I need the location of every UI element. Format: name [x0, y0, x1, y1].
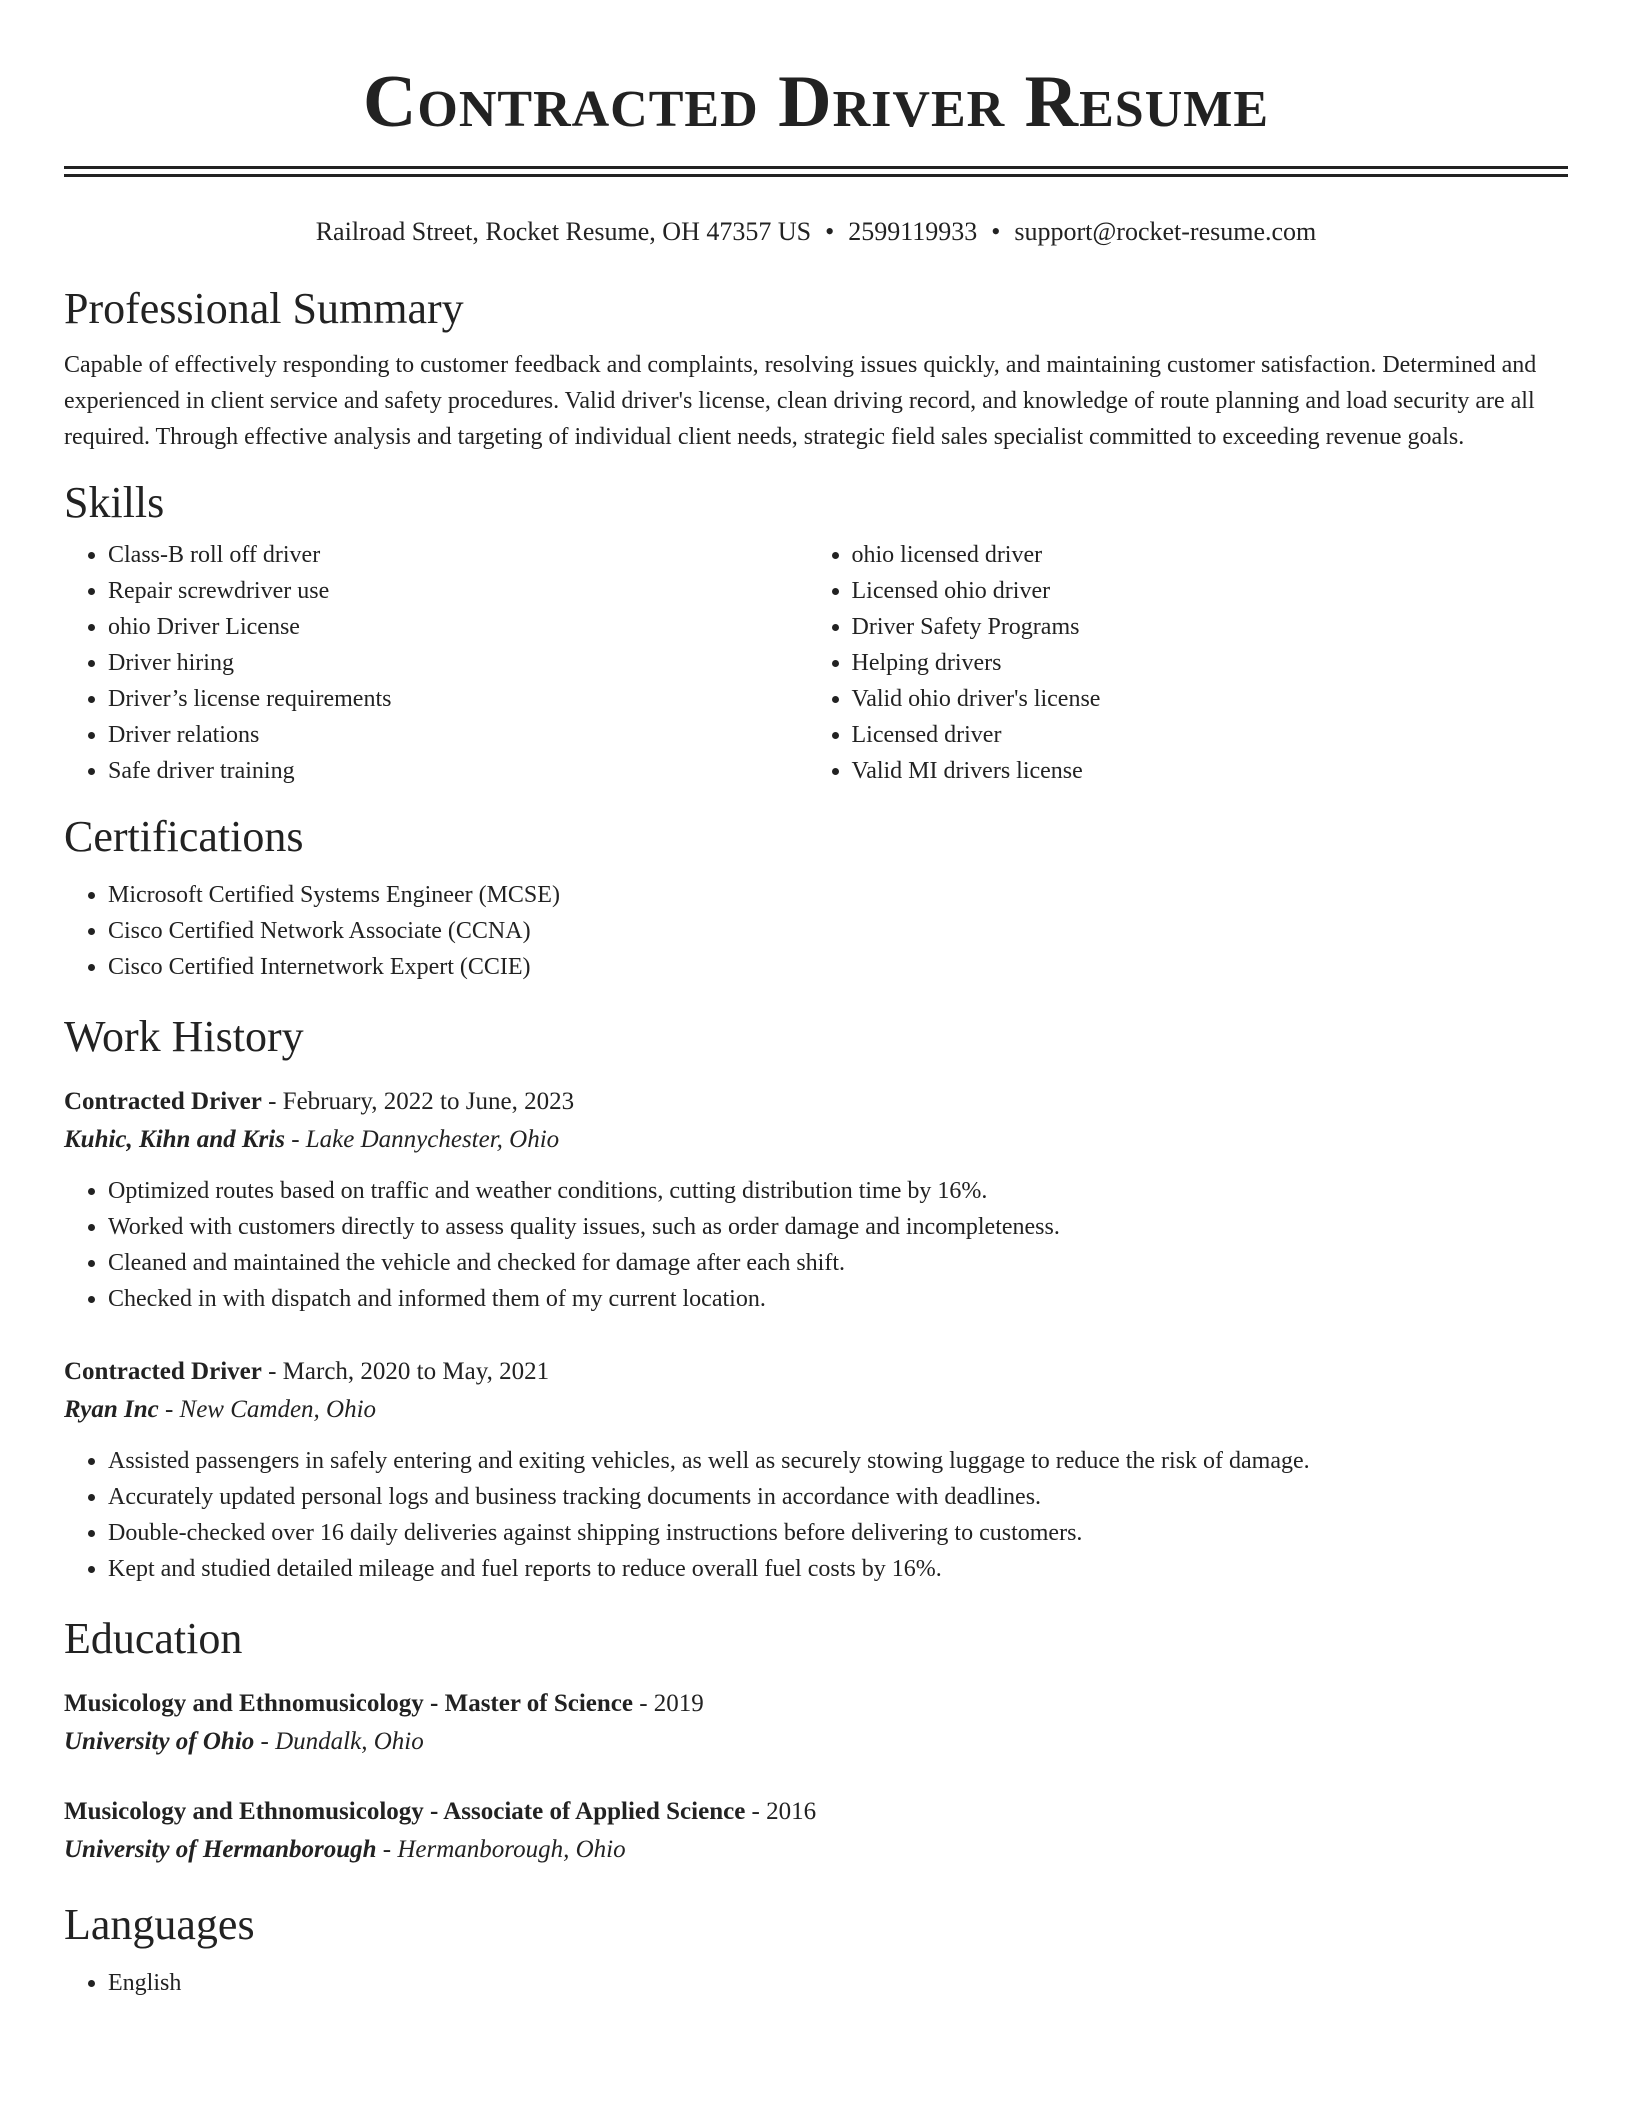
job-bullets — [64, 1173, 1568, 1317]
job-entry — [64, 1353, 1568, 1587]
skill-item: • ohio licensed driver — [852, 537, 1568, 573]
education-institution: University of Hermanborough - Hermanborough, Ohio — [64, 1836, 626, 1863]
education-year: 2016 — [766, 1798, 817, 1825]
skill-item: • Repair screwdriver use — [108, 573, 808, 609]
contact-email: support@rocket-resume.com — [1014, 217, 1317, 246]
job-location: New Camden, Ohio — [179, 1396, 377, 1423]
certifications-list — [64, 877, 1568, 985]
work-history-section — [64, 1011, 1568, 1587]
education-year: 2019 — [653, 1690, 704, 1717]
job-bullet: • Worked with customers directly to assess quality issues, such as order damage and incompleteness. — [108, 1209, 1568, 1245]
job-dates: March, 2020 to May, 2021 — [282, 1358, 550, 1385]
contact-line — [64, 215, 1568, 249]
job-bullet: • Optimized routes based on traffic and weather conditions, cutting distribution time by 16%. — [108, 1173, 1568, 1209]
contact-address: Railroad Street, Rocket Resume, OH 47357 US — [315, 217, 812, 246]
skills-section — [64, 477, 1568, 789]
education-heading: Education — [64, 1614, 243, 1663]
education-header: Musicology and Ethnomusicology - Associate of Applied Science - 2016 — [64, 1798, 817, 1825]
job-dates: February, 2022 to June, 2023 — [282, 1088, 575, 1115]
skill-item: • Helping drivers — [852, 645, 1568, 681]
job-bullets — [64, 1443, 1568, 1587]
job-header: Contracted Driver - March, 2020 to May, 2021 — [64, 1358, 550, 1385]
education-school: University of Ohio — [64, 1728, 255, 1755]
job-company: Ryan Inc — [64, 1396, 159, 1423]
skill-item: • Class-B roll off driver — [108, 537, 808, 573]
certification-item: • Cisco Certified Network Associate (CCNA) — [108, 913, 1568, 949]
job-title: Contracted Driver — [64, 1088, 262, 1115]
job-title: Contracted Driver — [64, 1358, 262, 1385]
summary-section — [64, 283, 1568, 455]
skill-item: • Driver Safety Programs — [852, 609, 1568, 645]
job-bullet: • Double-checked over 16 daily deliveries against shipping instructions before delivering to customers. — [108, 1515, 1568, 1551]
job-employer: Ryan Inc - New Camden, Ohio — [64, 1396, 377, 1423]
job-bullet: • Checked in with dispatch and informed them of my current location. — [108, 1281, 1568, 1317]
skills-list-left — [64, 537, 808, 789]
job-bullet: • Accurately updated personal logs and business tracking documents in accordance with deadlines. — [108, 1479, 1568, 1515]
skill-item: • Driver relations — [108, 717, 808, 753]
skills-list-right — [808, 537, 1568, 789]
skill-item: • Licensed ohio driver — [852, 573, 1568, 609]
skill-item: • Licensed driver — [852, 717, 1568, 753]
job-bullet: • Kept and studied detailed mileage and fuel reports to reduce overall fuel costs by 16%. — [108, 1551, 1568, 1587]
certifications-section — [64, 811, 1568, 985]
title-divider-top — [64, 166, 1568, 169]
summary-heading: Professional Summary — [64, 284, 464, 333]
education-degree: Musicology and Ethnomusicology - Associate of Applied Science — [64, 1798, 746, 1825]
contact-separator: • — [825, 217, 835, 246]
languages-list — [64, 1965, 1568, 2001]
certification-item: • Cisco Certified Internetwork Expert (CCIE) — [108, 949, 1568, 985]
skill-item: • Valid MI drivers license — [852, 753, 1568, 789]
education-degree: Musicology and Ethnomusicology - Master of Science — [64, 1690, 633, 1717]
contact-separator: • — [991, 217, 1001, 246]
job-bullet: • Cleaned and maintained the vehicle and checked for damage after each shift. — [108, 1245, 1568, 1281]
education-location: Dundalk, Ohio — [275, 1728, 424, 1755]
certifications-heading: Certifications — [64, 812, 304, 861]
skill-item: • Safe driver training — [108, 753, 808, 789]
education-institution: University of Ohio - Dundalk, Ohio — [64, 1728, 424, 1755]
job-entry — [64, 1083, 1568, 1317]
resume-title: Contracted Driver Resume — [362, 61, 1270, 143]
job-employer: Kuhic, Kihn and Kris - Lake Dannychester, Ohio — [64, 1126, 560, 1153]
languages-section — [64, 1899, 1568, 2001]
skill-item: • Valid ohio driver's license — [852, 681, 1568, 717]
language-item: • English — [108, 1965, 1568, 2001]
job-company: Kuhic, Kihn and Kris — [64, 1126, 285, 1153]
education-school: University of Hermanborough — [64, 1836, 377, 1863]
education-location: Hermanborough, Ohio — [397, 1836, 626, 1863]
job-bullet: • Assisted passengers in safely entering and exiting vehicles, as well as securely stowing luggage to reduce the risk of damage. — [108, 1443, 1568, 1479]
skill-item: • Driver hiring — [108, 645, 808, 681]
education-header: Musicology and Ethnomusicology - Master of Science - 2019 — [64, 1690, 704, 1717]
work-history-heading: Work History — [64, 1012, 304, 1061]
skill-item: • ohio Driver License — [108, 609, 808, 645]
job-header: Contracted Driver - February, 2022 to June, 2023 — [64, 1088, 575, 1115]
job-location: Lake Dannychester, Ohio — [305, 1126, 560, 1153]
education-entry — [64, 1793, 1568, 1869]
education-entry — [64, 1685, 1568, 1761]
education-section — [64, 1613, 1568, 1869]
summary-text: Capable of effectively responding to customer feedback and complaints, resolving issues quickly, and maintaining customer satisfaction. Determined and experienced in client service and safety procedures. Valid driver's license, clean driving record, and knowledge of route planning and load security are all required. Through effective analysis and targeting of individual client needs, strategic field sales specialist committed to exceeding revenue goals. — [64, 352, 1537, 450]
skills-grid — [64, 537, 1568, 789]
title-divider-bottom — [64, 174, 1568, 177]
contact-phone: 2599119933 — [848, 217, 978, 246]
skills-heading: Skills — [64, 478, 165, 527]
certification-item: • Microsoft Certified Systems Engineer (MCSE) — [108, 877, 1568, 913]
languages-heading: Languages — [64, 1900, 255, 1949]
skill-item: • Driver’s license requirements — [108, 681, 808, 717]
